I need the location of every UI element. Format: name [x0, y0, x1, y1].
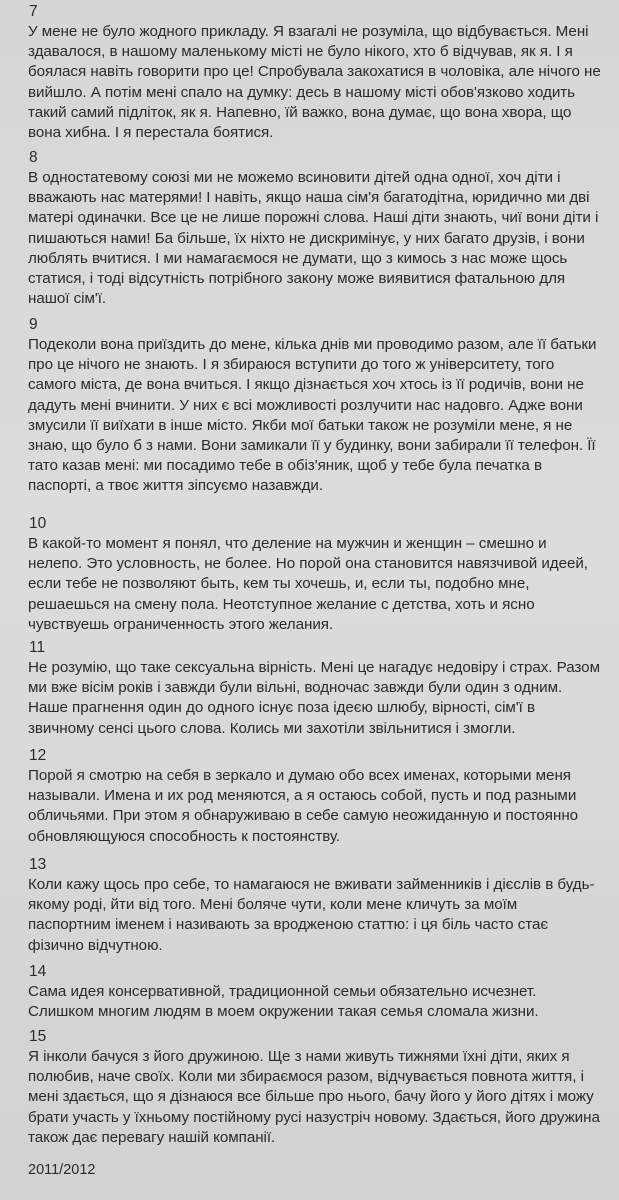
entry-text: В какой-то момент я понял, что деление на мужчин и женщин – смешно и нелепо. Это условность, не более. Но порой она становится навязчивой идеей, если тебе не позволяют быть, кем ты хочешь, и, если ты, подобно мне, решаешься на смену пола. Неотступное желание с детства, хоть и ясно чувствуешь ограниченность этого желания. [28, 535, 588, 633]
entry-7 [28, 2, 603, 143]
entry-10 [28, 514, 603, 635]
entry-12 [28, 746, 603, 847]
entry-9 [28, 315, 603, 497]
entry-text: У мене не було жодного прикладу. Я взагалі не розуміла, що відбувається. Мені здавалося, в нашому маленькому місті не було нікого, хто б відчував, як я. І я боялася навіть говорити про це! Спробувала закохатися в чоловіка, але нічого не вийшло. А потім мені спало на думку: десь в нашому місті обов'язково ходить такий самий підліток, як я. Напевно, їй важко, вона думає, що вона хвора, що вона хибна. І я перестала боятися. [28, 23, 601, 142]
entry-number: 8 [29, 149, 38, 166]
entry-text: Коли кажу щось про себе, то намагаюся не вживати займенників і дієслів в будь-якому роді, йти від того. Мені боляче чути, коли мене кличуть за моїм паспортним іменем і називають за вродженою статтю: і ця біль часто стає фізично відчутною. [28, 876, 595, 954]
entry-number: 13 [29, 856, 47, 873]
entry-number: 7 [29, 3, 38, 20]
entry-number: 14 [29, 963, 47, 980]
entry-14 [28, 962, 603, 1022]
entry-text: Порой я смотрю на себя в зеркало и думаю обо всех именах, которыми меня называли. Имена и их род меняются, а я остаюсь собой, пусть и под разными обличьями. При этом я обнаруживаю в себе самую неожиданную и постоянно обновляющуюся способность к постоянству. [28, 767, 579, 845]
entry-8 [28, 148, 603, 309]
entry-number: 15 [29, 1028, 47, 1045]
entry-number: 11 [29, 639, 46, 656]
entry-number: 9 [29, 316, 38, 333]
entry-text: Подеколи вона приїздить до мене, кілька днів ми проводимо разом, але її батьки про це нічого не знають. І я збираюся вступити до того ж університету, того самого міста, де вона вчиться. І якщо дізнається хоч хтось із її родичів, вони не дадуть мені вчинити. У них є всі можливості розлучити нас надовго. Адже вони змусили її виїхати в інше місто. Якби мої батьки також не розуміли мене, я не знаю, що було б з нами. Вони замикали її у будинку, вони забирали її телефон. Її тато казав мені: ми посадимо тебе в обіз'яник, щоб у тебе була печатка в паспорті, а твоє життя зіпсуємо назавжди. [28, 336, 597, 495]
entry-text: В одностатевому союзі ми не можемо всиновити дітей одна одної, хоч діти і вважають нас матерями! І навіть, якщо наша сім'я багатодітна, юридично ми дві матері одиначки. Все це не лише порожні слова. Наші діти знають, чиї вони діти і пишаються нами! Ба більше, їх ніхто не дискримінує, у них багато друзів, і вони люблять вчитися. І ми намагаємося не думати, що з кимось з нас може щось статися, і тоді відсутність потрібного закону може виявитися фатальною для нашої сім'ї. [28, 169, 599, 308]
entry-15 [28, 1027, 603, 1148]
entry-number: 12 [29, 747, 47, 764]
entry-13 [28, 855, 603, 956]
entry-number: 10 [29, 515, 47, 532]
entry-text: Я інколи бачуся з його дружиною. Ще з нами живуть тижнями їхні діти, яких я полюбив, наче своїх. Коли ми збираємося разом, відчувається повнота життя, і мені здається, що я дізнаюся все більше про нього, бачу його у його дітях і можу брати участь у їхньому постійному русі назустріч новому. Здається, його дружина також дає перевагу нашій компанії. [28, 1048, 600, 1146]
entry-11 [28, 638, 603, 739]
entry-text: Не розумію, що таке сексуальна вірність. Мені це нагадує недовіру і страх. Разом ми вже вісім років і завжди були вільні, водночас завжди були один з одним. Наше прагнення один до одного існує поза ідеєю шлюбу, вірності, сім'ї в звичному сенсі цього слова. Колись ми захотіли звільнитися і змогли. [28, 659, 600, 737]
entry-text: Сама идея консервативной, традиционной семьи обязательно исчезнет. Слишком многим людям в моем окружении такая семья сломала жизни. [28, 983, 539, 1021]
date-footer: 2011/2012 [28, 1162, 96, 1178]
